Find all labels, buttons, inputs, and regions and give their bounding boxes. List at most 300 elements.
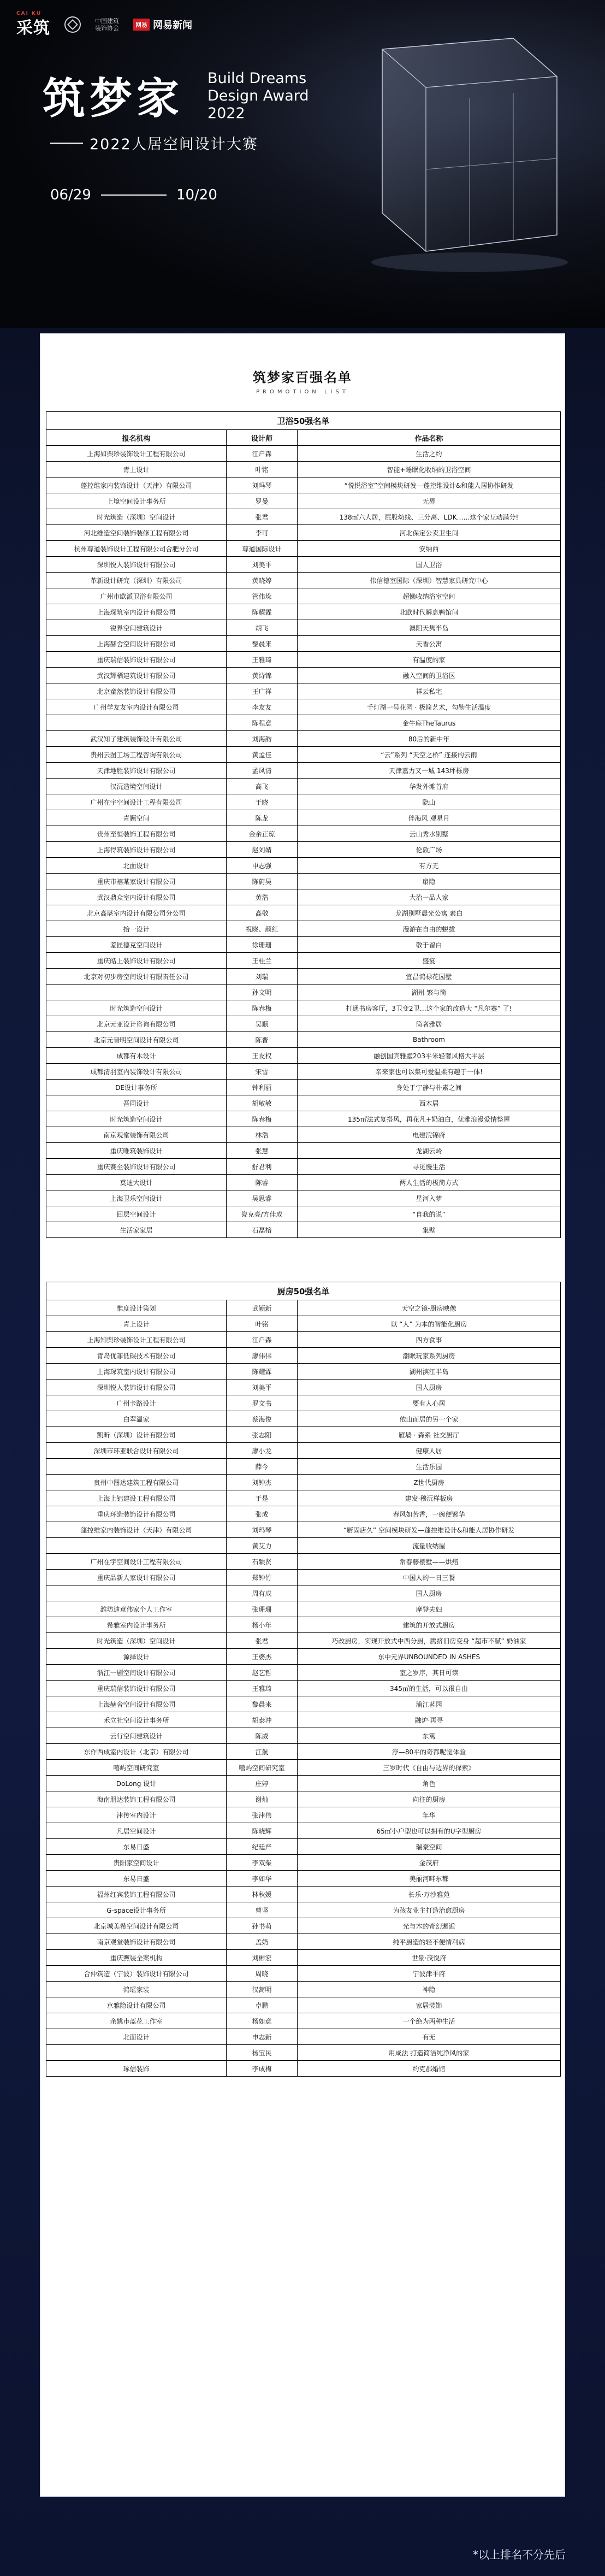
cell-designer: 赵艺哲 bbox=[227, 1665, 298, 1681]
cell-org: 北面设计 bbox=[46, 858, 227, 874]
table-row bbox=[46, 1807, 561, 1823]
cell-designer: 孙书萌 bbox=[227, 1918, 298, 1934]
cell-designer: 金余正琼 bbox=[227, 826, 298, 842]
cell-work: 西木居 bbox=[298, 1095, 561, 1111]
cell-org: 广州在宇空间设计工程有限公司 bbox=[46, 1554, 227, 1570]
cell-designer: 张成 bbox=[227, 1506, 298, 1522]
table-row bbox=[46, 1206, 561, 1222]
award-title-en: Build Dreams Design Award 2022 bbox=[207, 70, 309, 122]
cell-designer: 陈耀霖 bbox=[227, 1364, 298, 1380]
table-row bbox=[46, 1665, 561, 1681]
col-org: 报名机构 bbox=[46, 430, 227, 446]
cell-designer: 申志新 bbox=[227, 2029, 298, 2045]
table-row bbox=[46, 2061, 561, 2077]
cell-designer: 瓷克亮/方佳成 bbox=[227, 1206, 298, 1222]
cell-work: 纯平厨造的轻不便情利病 bbox=[298, 1934, 561, 1950]
cell-designer: 高敬 bbox=[227, 905, 298, 921]
cell-org: 重庆煦装全案机构 bbox=[46, 1950, 227, 1966]
table-row bbox=[46, 1585, 561, 1601]
cell-work: 生活之约 bbox=[298, 446, 561, 462]
cell-org: 北京元亚设计咨询有限公司 bbox=[46, 1016, 227, 1032]
cell-designer: 申志强 bbox=[227, 858, 298, 874]
table-row bbox=[46, 1887, 561, 1902]
cell-designer: 黄诗锦 bbox=[227, 668, 298, 683]
cell-designer: 石颖贤 bbox=[227, 1554, 298, 1570]
table-row bbox=[46, 1649, 561, 1665]
cell-designer: 陈耀霖 bbox=[227, 604, 298, 620]
cell-designer: 陈龙 bbox=[227, 810, 298, 826]
table-row bbox=[46, 1982, 561, 1997]
cell-work: 天津嘉力又一城 143坪栎房 bbox=[298, 763, 561, 779]
cell-designer: 杨如意 bbox=[227, 2013, 298, 2029]
table-row bbox=[46, 1633, 561, 1649]
cell-org: 上海如舆珍装饰设计工程有限公司 bbox=[46, 446, 227, 462]
cell-org: 重庆瑞信装饰设计有限公司 bbox=[46, 652, 227, 668]
cell-org bbox=[46, 985, 227, 1000]
cell-designer: 黎晨来 bbox=[227, 1696, 298, 1712]
table-row bbox=[46, 1316, 561, 1332]
cell-work: Z世代厨房 bbox=[298, 1475, 561, 1490]
cell-designer: 廖小龙 bbox=[227, 1443, 298, 1459]
cell-designer: 陈蔚昊 bbox=[227, 874, 298, 889]
table-row bbox=[46, 446, 561, 462]
cell-org: 北京城美希空间设计有限公司 bbox=[46, 1918, 227, 1934]
cell-work: 健康人居 bbox=[298, 1443, 561, 1459]
table-row bbox=[46, 541, 561, 557]
cell-work: 隐山 bbox=[298, 794, 561, 810]
cell-work: “悦悦浴室”空间模块研发—蓬控维设计&和能人居协作研发 bbox=[298, 478, 561, 493]
cell-work: 约克郡婚馆 bbox=[298, 2061, 561, 2077]
cell-work: 家居装饰 bbox=[298, 1997, 561, 2013]
table-row bbox=[46, 747, 561, 763]
cell-org: 革新设计研究（深圳）有限公司 bbox=[46, 573, 227, 588]
cell-designer: 刘钟杰 bbox=[227, 1475, 298, 1490]
table-row bbox=[46, 525, 561, 541]
cell-org: 北面设计 bbox=[46, 2029, 227, 2045]
cell-work: 要有人心居 bbox=[298, 1395, 561, 1411]
cell-work: 寻觅慢生活 bbox=[298, 1159, 561, 1175]
cell-org: 生活家家居 bbox=[46, 1222, 227, 1238]
table-row bbox=[46, 1760, 561, 1776]
cell-designer: 于晓 bbox=[227, 794, 298, 810]
cell-work: 千灯湖一号花园 · 极简艺术，勾勒生活温度 bbox=[298, 699, 561, 715]
cell-designer: 于是 bbox=[227, 1490, 298, 1506]
cell-org: 上海琛筑室内设计有限公司 bbox=[46, 1364, 227, 1380]
cell-org: 吾同设计 bbox=[46, 1095, 227, 1111]
table-row bbox=[46, 1427, 561, 1443]
table-row bbox=[46, 1016, 561, 1032]
cell-work: 常春藤樱墅——烘焙 bbox=[298, 1554, 561, 1570]
cell-org: 广州在宇空间设计工程有限公司 bbox=[46, 794, 227, 810]
table-row bbox=[46, 1934, 561, 1950]
cell-org: 东作西成室内设计（北京）有限公司 bbox=[46, 1744, 227, 1760]
cell-designer: 江户森 bbox=[227, 1332, 298, 1348]
cell-work: 伦敦广场 bbox=[298, 842, 561, 858]
hero-banner bbox=[0, 0, 605, 328]
cell-designer: 黄孟佳 bbox=[227, 747, 298, 763]
table-row bbox=[46, 604, 561, 620]
table-row bbox=[46, 889, 561, 905]
table-row bbox=[46, 810, 561, 826]
table-row bbox=[46, 493, 561, 509]
cell-designer: 胡飞 bbox=[227, 620, 298, 636]
cell-designer: 张君 bbox=[227, 509, 298, 525]
cell-org: 时光筑造空间设计 bbox=[46, 1111, 227, 1127]
cell-work: 融创国宾雅墅203平米轻奢风格大平层 bbox=[298, 1048, 561, 1064]
cell-org: 武汉辉栖建筑设计有限公司 bbox=[46, 668, 227, 683]
table-row bbox=[46, 1380, 561, 1395]
cell-work: 澳阳天隽半岛 bbox=[298, 620, 561, 636]
cell-org bbox=[46, 715, 227, 731]
cell-designer: 卓鹏 bbox=[227, 1997, 298, 2013]
cell-work: 室之岁序，其日可读 bbox=[298, 1665, 561, 1681]
cell-work: 天香公寓 bbox=[298, 636, 561, 652]
cell-work: 有方无 bbox=[298, 858, 561, 874]
cell-org: 天津地胜装饰设计有限公司 bbox=[46, 763, 227, 779]
cell-work: 宜昌鸿禄花园墅 bbox=[298, 969, 561, 985]
cell-designer: 刘美平 bbox=[227, 557, 298, 573]
cell-org: 青岛优菲低碳技术有限公司 bbox=[46, 1348, 227, 1364]
cell-designer: 陈晓辉 bbox=[227, 1823, 298, 1839]
table-row bbox=[46, 1791, 561, 1807]
cell-work: “自我的说” bbox=[298, 1206, 561, 1222]
cell-org: 上海上铝建设工程有限公司 bbox=[46, 1490, 227, 1506]
table-row bbox=[46, 1966, 561, 1982]
cell-designer: 谢灿 bbox=[227, 1791, 298, 1807]
cell-work: 湖州 繁与简 bbox=[298, 985, 561, 1000]
cell-designer: 舒君利 bbox=[227, 1159, 298, 1175]
association-logo-icon bbox=[64, 16, 81, 33]
cell-work: 漫游在自由的蜕拔 bbox=[298, 921, 561, 937]
cell-work: 亲来家也可以集可爱温柔有趣于一体! bbox=[298, 1064, 561, 1080]
cell-work: “厨固店久” 空间模块研发—蓬控维设计&和能人居协作研发 bbox=[298, 1522, 561, 1538]
cell-work: 金牛座TheTaurus bbox=[298, 715, 561, 731]
cell-work: 两人生活的极简方式 bbox=[298, 1175, 561, 1190]
cell-org: 时光筑造（深圳）空间设计 bbox=[46, 509, 227, 525]
cell-org: 蓬控维家内装饰设计（天津）有限公司 bbox=[46, 478, 227, 493]
cell-designer: 黄晓婷 bbox=[227, 573, 298, 588]
cell-designer: 江航 bbox=[227, 1744, 298, 1760]
cell-work: 龙湖别墅晨光公寓 素白 bbox=[298, 905, 561, 921]
bath-section-title: 卫浴50强名单 bbox=[46, 412, 561, 430]
table-row bbox=[46, 1159, 561, 1175]
cell-designer: 孟奶 bbox=[227, 1934, 298, 1950]
table-row bbox=[46, 985, 561, 1000]
cell-work: 为孩友业主打造治愈厨房 bbox=[298, 1902, 561, 1918]
cell-designer: 孟凤清 bbox=[227, 763, 298, 779]
table-row bbox=[46, 937, 561, 953]
award-title-cn: 筑梦家 bbox=[43, 74, 184, 123]
cell-work: 流量收纳屋 bbox=[298, 1538, 561, 1554]
cell-org: 嘻屿空间研究室 bbox=[46, 1760, 227, 1776]
cell-designer: 刘玛琴 bbox=[227, 478, 298, 493]
table-row bbox=[46, 842, 561, 858]
table-row bbox=[46, 1443, 561, 1459]
table-row bbox=[46, 1554, 561, 1570]
cell-designer: 杨小年 bbox=[227, 1617, 298, 1633]
table-row bbox=[46, 1459, 561, 1475]
cell-work: 春风如苦香，一碗便繁华 bbox=[298, 1506, 561, 1522]
cell-work: 国人厨房 bbox=[298, 1585, 561, 1601]
cell-designer: 张志阳 bbox=[227, 1427, 298, 1443]
award-dates: 06/29 10/20 bbox=[50, 187, 217, 203]
cell-org: 源择设计 bbox=[46, 1649, 227, 1665]
cell-designer: 黄艾力 bbox=[227, 1538, 298, 1554]
cell-designer: 陈威 bbox=[227, 1728, 298, 1744]
cell-designer: 吴顺 bbox=[227, 1016, 298, 1032]
cell-org: 锐界空间建筑设计 bbox=[46, 620, 227, 636]
cell-org: 白翠温家 bbox=[46, 1411, 227, 1427]
cell-org: 上海赫舍空间设计有限公司 bbox=[46, 636, 227, 652]
cell-work: 浦江茗园 bbox=[298, 1696, 561, 1712]
cell-work: 以 “人” 为本的智能化厨房 bbox=[298, 1316, 561, 1332]
table-row bbox=[46, 620, 561, 636]
cell-work: 星河入梦 bbox=[298, 1190, 561, 1206]
cell-work: 敬于留白 bbox=[298, 937, 561, 953]
cell-designer: 罗文书 bbox=[227, 1395, 298, 1411]
table-row bbox=[46, 462, 561, 478]
cell-work: 中国人的一日三餐 bbox=[298, 1570, 561, 1585]
table-row bbox=[46, 1728, 561, 1744]
cell-designer: 刘玛琴 bbox=[227, 1522, 298, 1538]
cell-designer: 陈春梅 bbox=[227, 1111, 298, 1127]
table-row bbox=[46, 779, 561, 794]
cell-designer: 刘瑞 bbox=[227, 969, 298, 985]
cell-designer: 张津伟 bbox=[227, 1807, 298, 1823]
cell-org: 南京观堂装饰设计有限公司 bbox=[46, 1934, 227, 1950]
cell-work: “云”系列 “天空之桥” 连接的云雨 bbox=[298, 747, 561, 763]
cell-work: 雁墙 · 森系 社交厨厅 bbox=[298, 1427, 561, 1443]
cell-org: 贵阳家空间设计 bbox=[46, 1855, 227, 1871]
cell-org: 潍坊迪意伟家个人工作室 bbox=[46, 1601, 227, 1617]
cell-org: 时光筑造（深圳）空间设计 bbox=[46, 1633, 227, 1649]
cell-designer: 徐珊珊 bbox=[227, 937, 298, 953]
kitchen-table-body bbox=[46, 1300, 561, 2077]
cell-org: 琢信装饰 bbox=[46, 2061, 227, 2077]
cell-designer: 李双柴 bbox=[227, 1855, 298, 1871]
cell-designer: 胡泰冲 bbox=[227, 1712, 298, 1728]
cell-work: 北欧时代瞬息鸭馆间 bbox=[298, 604, 561, 620]
cell-designer: 王雅琦 bbox=[227, 1681, 298, 1696]
table-row bbox=[46, 874, 561, 889]
cell-designer: 赵刘婧 bbox=[227, 842, 298, 858]
cell-org: 合仲筑造（宁波）装饰设计有限公司 bbox=[46, 1966, 227, 1982]
table-row bbox=[46, 1143, 561, 1159]
table-row bbox=[46, 1918, 561, 1934]
cell-designer: 周有成 bbox=[227, 1585, 298, 1601]
cell-org: 成都有木设计 bbox=[46, 1048, 227, 1064]
cell-designer: 陈程意 bbox=[227, 715, 298, 731]
cell-designer: 宋雪 bbox=[227, 1064, 298, 1080]
table-row bbox=[46, 1395, 561, 1411]
award-subtitle: 2022人居空间设计大赛 bbox=[50, 132, 258, 154]
table-row bbox=[46, 2045, 561, 2061]
cell-designer: 嘻屿空间研究室 bbox=[227, 1760, 298, 1776]
table-row bbox=[46, 557, 561, 573]
cell-org: 海南朋达装饰工程有限公司 bbox=[46, 1791, 227, 1807]
cell-work: 角色 bbox=[298, 1776, 561, 1791]
cell-org bbox=[46, 1459, 227, 1475]
cell-org bbox=[46, 2045, 227, 2061]
cell-designer: 王桂兰 bbox=[227, 953, 298, 969]
cell-work: 向往的厨房 bbox=[298, 1791, 561, 1807]
table-row bbox=[46, 588, 561, 604]
cell-org: 重庆环造装饰设计有限公司 bbox=[46, 1506, 227, 1522]
cell-org: 深圳市环亚联合设计有限公司 bbox=[46, 1443, 227, 1459]
netease-logo: 网易 网易新闻 bbox=[133, 17, 192, 32]
cell-org: 重庆唯筑装饰设计 bbox=[46, 1143, 227, 1159]
table-row bbox=[46, 1095, 561, 1111]
table-row bbox=[46, 1190, 561, 1206]
cell-org: 上海琛筑室内设计有限公司 bbox=[46, 604, 227, 620]
cell-designer: 罗曼 bbox=[227, 493, 298, 509]
cell-org: 深圳悦人装饰设计有限公司 bbox=[46, 557, 227, 573]
cell-org: 上海赫舍空间设计有限公司 bbox=[46, 1696, 227, 1712]
table-row bbox=[46, 652, 561, 668]
table-row bbox=[46, 1601, 561, 1617]
cell-org: DoLong 设计 bbox=[46, 1776, 227, 1791]
caiku-logo: CAI KU 采筑 bbox=[16, 11, 50, 38]
cell-org: 成都清羽室内装饰设计有限公司 bbox=[46, 1064, 227, 1080]
cell-org: 北京童然装饰设计有限公司 bbox=[46, 683, 227, 699]
table-row bbox=[46, 699, 561, 715]
cell-org: 鸿瑶家装 bbox=[46, 1982, 227, 1997]
cell-work: 盛宴 bbox=[298, 953, 561, 969]
cell-org: 东易日盛 bbox=[46, 1839, 227, 1855]
cell-work: 简奢雅居 bbox=[298, 1016, 561, 1032]
cell-designer: 李可 bbox=[227, 525, 298, 541]
bath-table-body bbox=[46, 446, 561, 1238]
cell-designer: 李成梅 bbox=[227, 2061, 298, 2077]
cell-work: 瑞豪空间 bbox=[298, 1839, 561, 1855]
cell-designer: 叶铭 bbox=[227, 1316, 298, 1332]
table-row bbox=[46, 1839, 561, 1855]
cell-org: 莫迪大设计 bbox=[46, 1175, 227, 1190]
cell-designer: 高飞 bbox=[227, 779, 298, 794]
cell-work: 电建浣锦府 bbox=[298, 1127, 561, 1143]
table-row bbox=[46, 715, 561, 731]
cell-work: 金茂府 bbox=[298, 1855, 561, 1871]
table-row bbox=[46, 1871, 561, 1887]
cell-designer: 张珊珊 bbox=[227, 1601, 298, 1617]
dash-decoration bbox=[50, 143, 83, 144]
cell-org bbox=[46, 1538, 227, 1554]
cell-designer: 张慧 bbox=[227, 1143, 298, 1159]
cell-designer: 黄浩 bbox=[227, 889, 298, 905]
cell-designer: 林浩 bbox=[227, 1127, 298, 1143]
cell-designer: 陈睿 bbox=[227, 1175, 298, 1190]
cell-work: 建筑的开放式厨房 bbox=[298, 1617, 561, 1633]
table-row bbox=[46, 478, 561, 493]
table-row bbox=[46, 1300, 561, 1316]
footnote: *以上排名不分先后 bbox=[473, 2548, 566, 2561]
table-row bbox=[46, 794, 561, 810]
table-row bbox=[46, 1538, 561, 1554]
table-row bbox=[46, 683, 561, 699]
cell-work: 智能+睡眠化收纳的卫浴空间 bbox=[298, 462, 561, 478]
cell-work: 华发外滩首府 bbox=[298, 779, 561, 794]
table-row bbox=[46, 636, 561, 652]
cell-designer: 杨宝民 bbox=[227, 2045, 298, 2061]
cell-work: 长乐·万沙雅苑 bbox=[298, 1887, 561, 1902]
table-row bbox=[46, 1823, 561, 1839]
table-row bbox=[46, 763, 561, 779]
table-row bbox=[46, 858, 561, 874]
cell-designer: 刘彬宏 bbox=[227, 1950, 298, 1966]
ranking-card bbox=[40, 333, 565, 2497]
kitchen-ranking-table bbox=[46, 1282, 561, 2077]
cell-designer: 黎晨来 bbox=[227, 636, 298, 652]
cell-org: 广州市欧派卫浴有限公司 bbox=[46, 588, 227, 604]
cell-work: 宁波津平府 bbox=[298, 1966, 561, 1982]
cell-work: 云山秀水别墅 bbox=[298, 826, 561, 842]
cell-org: 凡居空间设计 bbox=[46, 1823, 227, 1839]
cell-work: 美丽河畔东都 bbox=[298, 1871, 561, 1887]
table-row bbox=[46, 1855, 561, 1871]
cell-work: 河北保定公卖卫生间 bbox=[298, 525, 561, 541]
cell-org: 重庆品新人家设计有限公司 bbox=[46, 1570, 227, 1585]
cell-org: 武汉知了建筑装饰设计有限公司 bbox=[46, 731, 227, 747]
cell-work: 融炉·再寻 bbox=[298, 1712, 561, 1728]
cell-work: 无界 bbox=[298, 493, 561, 509]
cell-work: 超懒收纳浴室空间 bbox=[298, 588, 561, 604]
cell-org: 南京观堂装饰有限公司 bbox=[46, 1127, 227, 1143]
cell-designer: 刘美平 bbox=[227, 1380, 298, 1395]
cell-org: 拾一设计 bbox=[46, 921, 227, 937]
cell-designer: 叶铭 bbox=[227, 462, 298, 478]
table-row bbox=[46, 1744, 561, 1760]
cell-designer: 林秋媛 bbox=[227, 1887, 298, 1902]
cell-work: 东篱 bbox=[298, 1728, 561, 1744]
table-row bbox=[46, 1490, 561, 1506]
cell-work: 三岁时代《自由与边界的探索》 bbox=[298, 1760, 561, 1776]
table-row bbox=[46, 1111, 561, 1127]
cell-org: 北京元晋明空间设计有限公司 bbox=[46, 1032, 227, 1048]
cell-org: 重庆市禧某家设计有限公司 bbox=[46, 874, 227, 889]
kitchen-section-title: 厨房50强名单 bbox=[46, 1282, 561, 1300]
cell-designer: 祝晓、颜红 bbox=[227, 921, 298, 937]
cell-designer: 郑钟竹 bbox=[227, 1570, 298, 1585]
cell-org: 余姚市蓝花工作室 bbox=[46, 2013, 227, 2029]
table-row bbox=[46, 1522, 561, 1538]
cell-designer: 李如华 bbox=[227, 1871, 298, 1887]
cell-org: 杭州尊道装饰设计工程有限公司合肥分公司 bbox=[46, 541, 227, 557]
cell-designer: 陈晋 bbox=[227, 1032, 298, 1048]
cell-work: 年华 bbox=[298, 1807, 561, 1823]
cell-designer: 张君 bbox=[227, 1633, 298, 1649]
association-logo-text: 中国建筑 装饰协会 bbox=[95, 17, 119, 32]
cell-work: 祥云私宅 bbox=[298, 683, 561, 699]
cell-designer: 周晓 bbox=[227, 1966, 298, 1982]
cell-org: 羞匠德克空间设计 bbox=[46, 937, 227, 953]
cell-org: 浙江一剧空间设计有限公司 bbox=[46, 1665, 227, 1681]
cell-designer: 陈春梅 bbox=[227, 1000, 298, 1016]
cell-work: 集壁 bbox=[298, 1222, 561, 1238]
cell-work: 用咸法 打造简洁纯净风的家 bbox=[298, 2045, 561, 2061]
logo-bar bbox=[16, 11, 192, 38]
cell-work: Bathroom bbox=[298, 1032, 561, 1048]
cell-work: 安纳西 bbox=[298, 541, 561, 557]
cell-work: 世景·茂悦府 bbox=[298, 1950, 561, 1966]
card-title: 筑梦家百强名单 bbox=[253, 370, 352, 385]
cell-designer: 曹坚 bbox=[227, 1902, 298, 1918]
cell-designer: 王友权 bbox=[227, 1048, 298, 1064]
cell-work: 潮眠玩家系列厨房 bbox=[298, 1348, 561, 1364]
cell-org: 重庆瑞信装饰设计有限公司 bbox=[46, 1681, 227, 1696]
table-row bbox=[46, 1332, 561, 1348]
table-row bbox=[46, 953, 561, 969]
cell-work: 345㎡的生活，可以很自由 bbox=[298, 1681, 561, 1696]
